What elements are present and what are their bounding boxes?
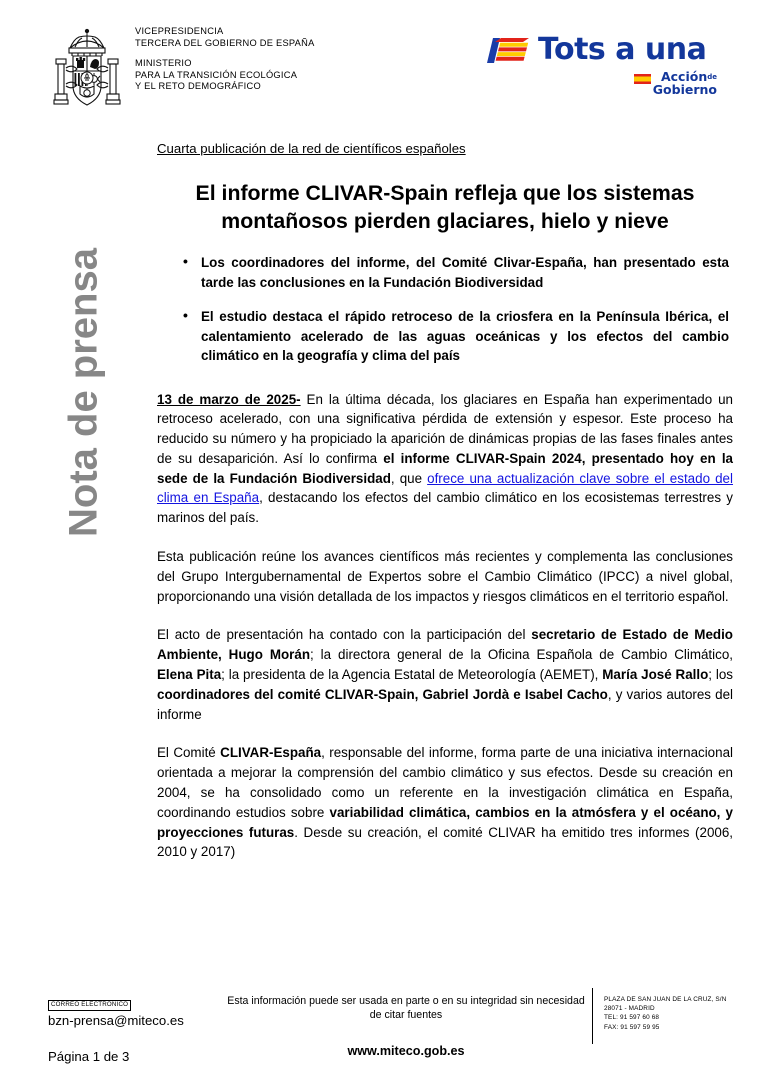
tots-a-una-wordmark: Tots a una [538,32,707,67]
list-item: • El estudio destaca el rápido retroceso de la criosfera en la Península Ibérica, el calentamiento acelerado de las aguas oceánicas y los efectos del cambio climático en la geografía y clima del país [201,307,729,366]
accion-label: Acción [660,69,708,84]
spain-flag-mini-icon [634,74,651,84]
ministerio-line-3: Y EL RETO DEMOGRÁFICO [135,81,261,92]
footer-contact-block [48,993,238,1065]
paragraph-4-text-c: , responsable del informe, forma parte de una iniciativa internacional orientada a mejorar la comprensión del cambio climático y sus efectos. Desde su creación en 2004, se ha consolidado como un referente en la investigación climática en España, coordinando estudios sobre [157,745,734,820]
paragraph-3-text-e: ; la presidenta de la Agencia Estatal de Meteorología (AEMET), [221,667,603,683]
document-body [157,141,733,881]
key-points-list [157,253,733,366]
paragraph-4-text-e: . Desde su creación, el comité CLIVAR ha emitido tres informes (2006, 2010 y 2017) [157,824,734,860]
page-number: Página 1 de 3 [48,1049,130,1064]
nota-de-prensa-sidebar-label: Nota de prensa [61,248,106,537]
paragraph-3 [157,625,733,724]
accion-de-gobierno-lockup [487,71,717,96]
paragraph-3-text-i: , y varios autores del informe [157,686,733,722]
paragraph-4-text-a: El Comité [157,745,221,761]
footer-center-block [222,994,590,1058]
address-line-4: FAX: 91 597 59 95 [604,1023,660,1031]
ministerio-line-2: PARA LA TRANSICIÓN ECOLÓGICA [135,69,298,80]
vicepresidencia-line-2: TERCERA DEL GOBIERNO DE ESPAÑA [135,37,315,48]
paragraph-3-bold-b: secretario de Estado de Medio Ambiente, Hugo Morán [157,627,733,663]
email-label: CORREO ELECTRÓNICO [48,1000,131,1011]
paragraph-2: Esta publicación reúne los avances científicos más recientes y complementa las conclusiones del Grupo Intergubernamental de Expertos sobre el Cambio Climático (IPCC) a nivel global, proporcionando una visión detallada de los impactos y riesgos climáticos en el territorio español. [157,549,733,604]
paragraph-1-text-c: , que [390,470,428,486]
kicker-text: Cuarta publicación de la red de científicos españoles [157,141,466,156]
email-address[interactable]: bzn-prensa@miteco.es [48,1013,184,1028]
clima-report-link[interactable]: ofrece una actualización clave sobre el estado del clima en España [157,470,733,506]
spain-flag-stripes-icon [487,38,529,63]
paragraph-4-bold-b: CLIVAR-España [220,745,322,761]
footer-address-block [604,995,764,1032]
paragraph-4-bold-d: variabilidad climática, cambios en la atmósfera y el océano, y proyecciones futuras [157,804,733,840]
document-header [0,22,769,122]
gobierno-label: Gobierno [652,81,717,97]
release-date: 13 de marzo de 2025- [157,391,301,407]
paragraph-3-bold-f: María José Rallo [602,667,709,683]
paragraph-1-text-a: En la última década, los glaciares en España han experimentado un retroceso acelerado, con una significativa pérdida de extensión y espesor. Este proceso ha reducido su número y ha propiciado la aparición de dinámicas propias de las fases finales antes de su desaparición. Así lo confirma [157,391,733,466]
footer-divider [592,988,593,1044]
ministry-identity-block [135,26,315,93]
list-item: • Los coordinadores del informe, del Comité Clivar-España, han presentado esta tarde las conclusiones en la Fundación Biodiversidad [201,253,729,292]
paragraph-3-text-g: ; los [708,667,733,683]
paragraph-3-text-a: El acto de presentación ha contado con la participación del [157,627,532,643]
paragraph-1-text-e: , destacando los efectos del cambio climático en los ecosistemas terrestres y marinos del país. [157,490,733,526]
vicepresidencia-line-1: VICEPRESIDENCIA [135,26,224,36]
website-url[interactable]: www.miteco.gob.es [347,1044,465,1058]
paragraph-4 [157,743,733,862]
address-line-2: 28071 - MADRID [604,1005,655,1013]
usage-note: Esta información puede ser usada en parte o en su integridad sin necesidad de citar fuentes [227,995,585,1021]
document-footer [0,988,769,1088]
tots-a-una-logo [487,30,719,98]
page-title: El informe CLIVAR-Spain refleja que los sistemas montañosos pierden glaciares, hielo y nieve [195,181,695,233]
paragraph-1-bold-b: el informe CLIVAR-Spain 2024, presentado hoy en la sede de la Fundación Biodiversidad [157,450,733,486]
accion-de-label: de [707,73,717,81]
paragraph-3-text-c: ; la directora general de la Oficina Española de Cambio Climático, [310,647,733,663]
address-line-3: TEL: 91 597 60 68 [604,1014,660,1022]
ministerio-line-1: MINISTERIO [135,58,192,69]
spain-coat-of-arms-icon [48,28,126,114]
paragraph-3-bold-d: Elena Pita [157,667,222,683]
paragraph-3-bold-h: coordinadores del comité CLIVAR-Spain, Gabriel Jordà e Isabel Cacho [157,686,608,702]
paragraph-1 [157,390,733,529]
address-line-1: PLAZA DE SAN JUAN DE LA CRUZ, S/N [604,996,727,1003]
